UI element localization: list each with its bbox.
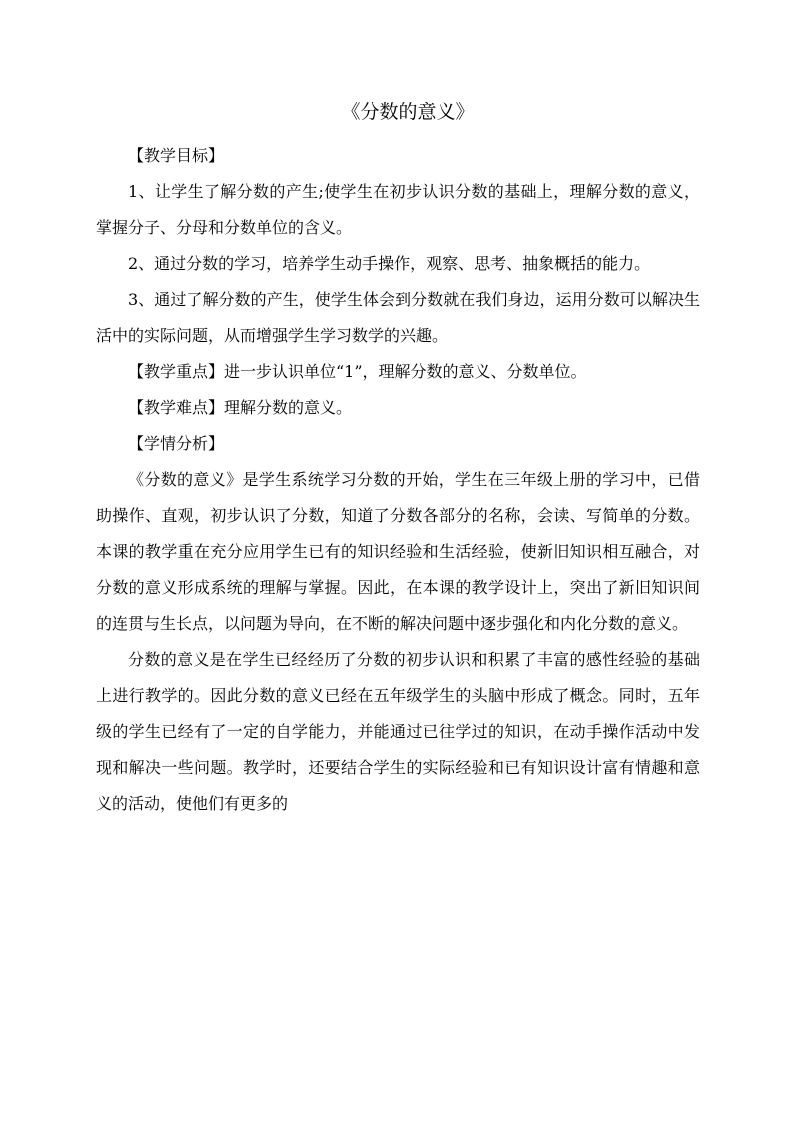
analysis-paragraph-2: 分数的意义是在学生已经经历了分数的初步认识和积累了丰富的感性经验的基础上进行教学的。因此分数的意义已经在五年级学生的头脑中形成了概念。同时，五年级的学生已经有了一定的自学能力，并能通过已往学过的知识，在动手操作活动中发现和解决一些问题。教学时，还要结合学生的实际经验和已有知识设计富有情趣和意义的活动，使他们有更多的 [96,650,700,813]
section-heading-analysis: 【学情分析】 [128,434,225,453]
goal-paragraph-2: 2、通过分数的学习，培养学生动手操作，观察、思考、抽象概括的能力。 [128,254,651,273]
section-heading-goals: 【教学目标】 [128,146,225,165]
document-title: 《分数的意义》 [341,101,475,123]
goal-paragraph-3: 3、通过了解分数的产生，使学生体会到分数就在我们身边，运用分数可以解决生活中的实际问题，从而增强学生学习数学的兴趣。 [96,290,700,345]
difficulty-paragraph: 【教学难点】理解分数的意义。 [128,398,353,417]
goal-paragraph-1: 1、让学生了解分数的产生;使学生在初步认识分数的基础上，理解分数的意义，掌握分子、分母和分数单位的含义。 [96,182,700,237]
document-page [96,97,700,822]
analysis-paragraph-1: 《分数的意义》是学生系统学习分数的开始，学生在三年级上册的学习中，已借助操作、直观，初步认识了分数，知道了分数各部分的名称，会读、写简单的分数。本课的教学重在充分应用学生已有的知识经验和生活经验，使新旧知识相互融合，对分数的意义形成系统的理解与掌握。因此，在本课的教学设计上，突出了新旧知识间的连贯与生长点，以问题为导向，在不断的解决问题中逐步强化和内化分数的意义。 [96,470,700,633]
key-point-paragraph: 【教学重点】进一步认识单位“1”，理解分数的意义、分数单位。 [128,362,587,381]
